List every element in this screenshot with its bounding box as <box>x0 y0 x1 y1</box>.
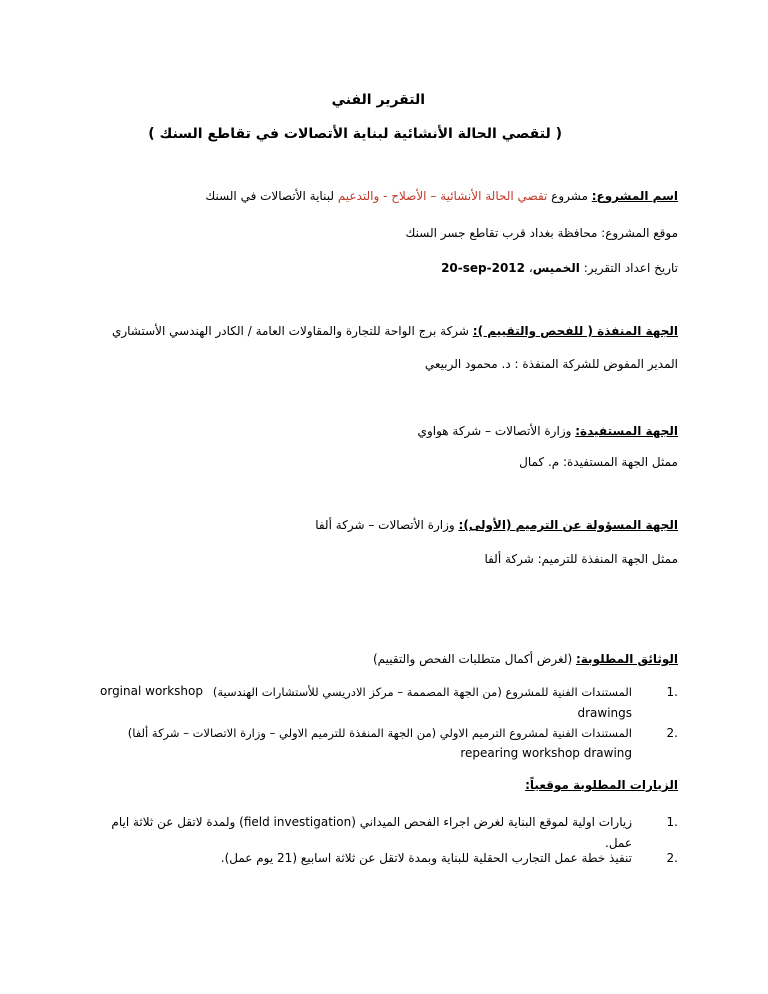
visit-item-1-text-a: زيارات اولية لموقع البناية لغرض اجراء الفحص الميداني <box>355 815 632 829</box>
report-date-day: الخميس <box>532 261 580 275</box>
beneficiary-label: الجهة المستفيدة: <box>575 424 678 438</box>
beneficiary-line <box>418 424 678 438</box>
document-item-1-text: المستندات الفنية للمشروع (من الجهة المصممة – مركز الادريسي للأستشارات الهندسية) <box>212 685 632 699</box>
beneficiary-representative: ممثل الجهة المستفيدة: م. كمال <box>519 455 678 469</box>
restoration-representative: ممثل الجهة المنفذة للترميم: شركة ألفا <box>484 552 678 566</box>
project-name-suffix: لبناية الأتصالات في السنك <box>205 189 338 203</box>
visit-item-1-latin: (field investigation) <box>239 815 356 829</box>
visit-item-1-continuation: عمل. <box>605 836 632 850</box>
executing-party-manager: المدير المفوض للشركة المنفذة : د. محمود الربيعي <box>424 357 678 371</box>
project-name-highlight: تقصي الحالة الأنشائية – الأصلاح - والتدعيم <box>337 189 548 203</box>
executing-party-line <box>112 324 678 338</box>
report-date-separator: ، <box>525 261 533 275</box>
beneficiary-value: وزارة الأتصالات – شركة هواوي <box>417 424 576 438</box>
document-item-1-number: 1. <box>666 685 678 699</box>
document-item-2-continuation: repearing workshop drawing <box>460 746 632 760</box>
report-date-value: 20-sep-2012 <box>441 261 526 275</box>
document-item-1-continuation: drawings <box>577 706 632 720</box>
visit-item-1-text <box>111 815 632 829</box>
document-item-2-text: المستندات الفنية لمشروع الترميم الاولي (من الجهة المنفذة للترميم الاولي – وزارة الاتصالات – شركة ألفا) <box>127 726 632 740</box>
visit-item-1-number: 1. <box>666 815 678 829</box>
report-title: التقرير الفني <box>331 92 425 108</box>
documents-heading <box>373 652 678 666</box>
executing-party-label: الجهة المنفذة ( للفحص والتقييم ): <box>472 324 678 338</box>
documents-value: (لغرض أكمال متطلبات الفحص والتقييم) <box>372 652 576 666</box>
documents-label: الوثائق المطلوبة: <box>575 652 678 666</box>
project-name-line <box>205 189 678 203</box>
report-date-line <box>441 261 678 275</box>
visit-item-1-text-b: ولمدة لاتقل عن ثلاثة ايام <box>111 815 240 829</box>
document-item-2-number: 2. <box>666 726 678 740</box>
project-name-label: اسم المشروع: <box>591 189 678 203</box>
restoration-value: وزارة الأتصالات – شركة ألفا <box>315 518 459 532</box>
report-subtitle: ( لتقصي الحالة الأنشائية لبناية الأتصالات في تقاطع السنك ) <box>148 126 562 142</box>
document-item-1-latin: orginal workshop <box>100 684 203 698</box>
visits-heading: الزيارات المطلوبة موقعياً: <box>525 778 678 792</box>
executing-party-value: شركة برج الواحة للتجارة والمقاولات العامة / الكادر الهندسي الأستشاري <box>111 324 473 338</box>
project-name-prefix: مشروع <box>547 189 592 203</box>
project-location: موقع المشروع: محافظة بغداد قرب تقاطع جسر السنك <box>405 226 678 240</box>
report-date-label: تاريخ اعداد التقرير: <box>579 261 678 275</box>
visit-item-2-number: 2. <box>666 851 678 865</box>
restoration-label: الجهة المسؤولة عن الترميم (الأولى): <box>458 518 678 532</box>
visit-item-2-text: تنفيذ خطة عمل التجارب الحقلية للبناية وبمدة لاتقل عن ثلاثة اسابيع (21 يوم عمل). <box>220 851 632 865</box>
restoration-line <box>315 518 678 532</box>
